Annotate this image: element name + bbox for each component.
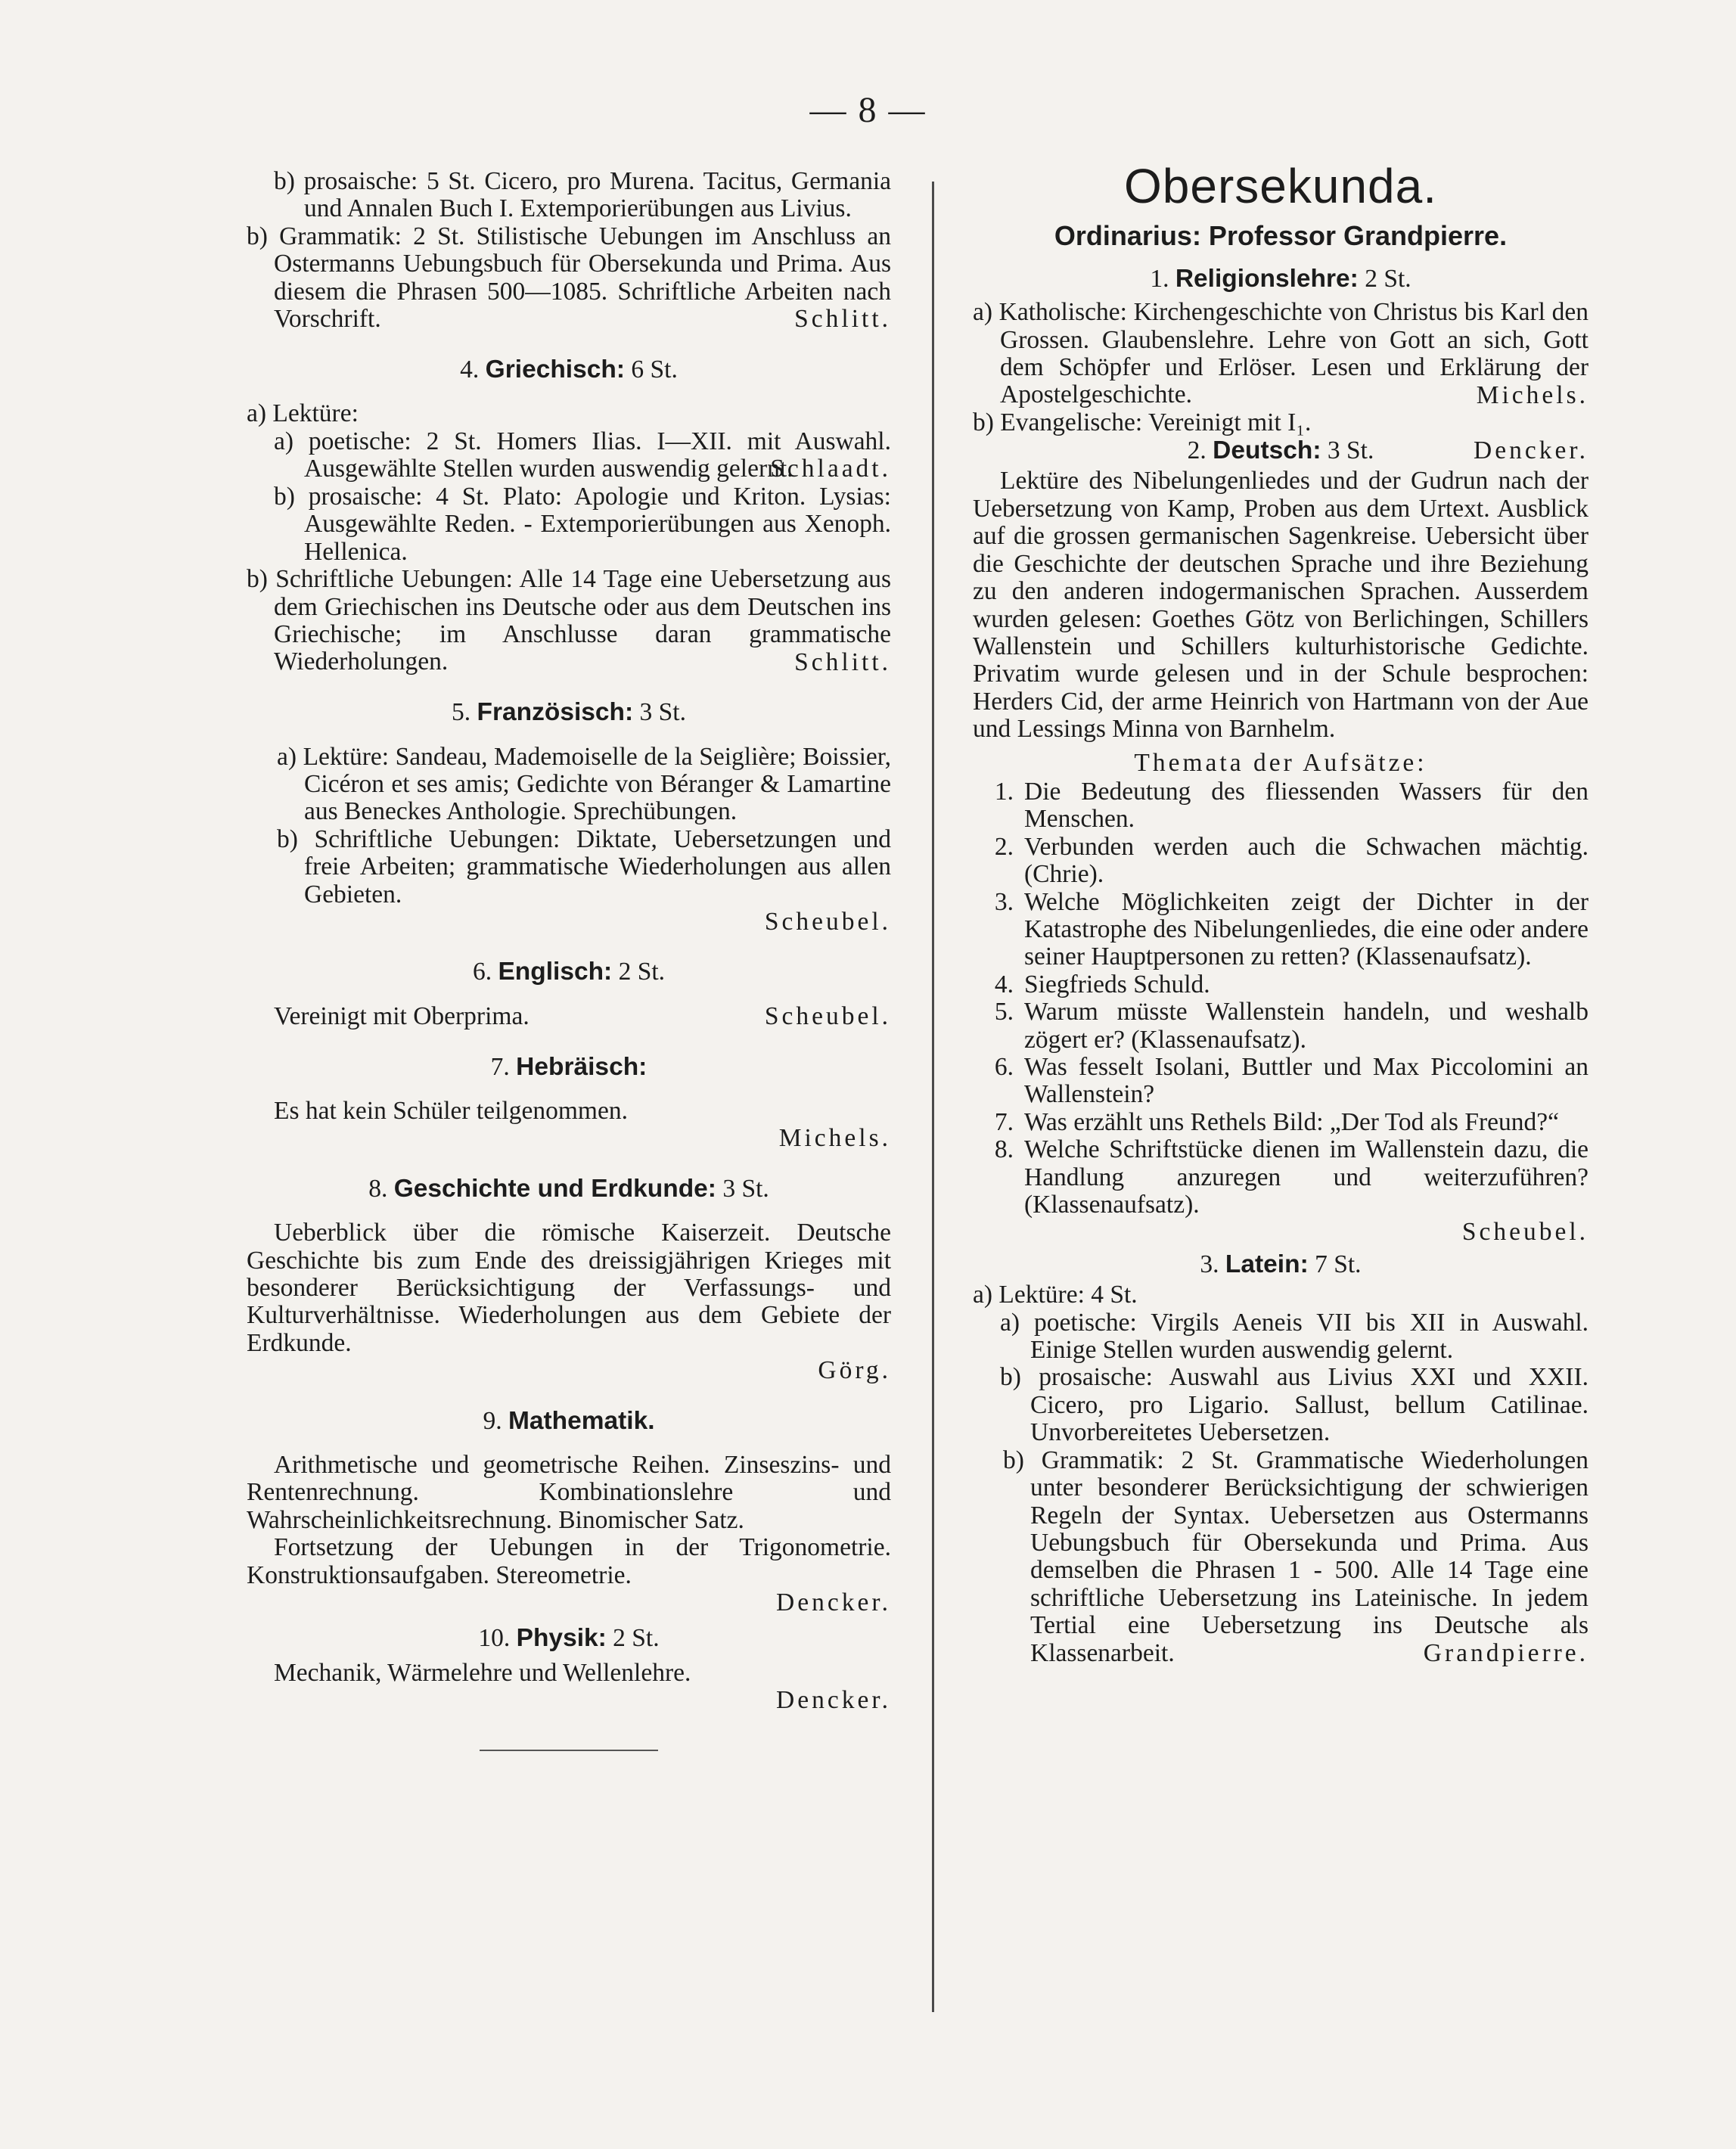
theme-item (973, 1054, 1588, 1109)
section-title: Griechisch: (485, 355, 625, 384)
griechisch-teacher: Schlitt. (794, 647, 891, 676)
section-number: 8. (368, 1174, 388, 1203)
geschichte-teacher: Görg. (818, 1356, 891, 1385)
theme-number: 3. (994, 887, 1014, 916)
theme-item (973, 889, 1588, 971)
theme-number: 6. (994, 1053, 1014, 1081)
end-rule (480, 1750, 658, 1751)
latein-grammatik-text: b) Grammatik: 2 St. Grammatische Wiederholungen unter besonderer Berücksichtigung der schwierigen Regeln der Syntax. Uebersetzen aus Ostermanns Uebungsbuch für Obersekunda und Prima. Aus demselben die Phrasen 1 - 500. Alle 14 Tage eine schriftliche Uebersetzung ins Lateinische. In jedem Tertial eine Uebersetzung ins Deutsche als Klassenarbeit. (1003, 1446, 1588, 1667)
theme-number: 4. (994, 970, 1014, 998)
theme-text: Warum müsste Wallenstein handeln, und weshalb zögert er? (Klassenaufsatz). (1024, 998, 1588, 1054)
griechisch-heading (247, 356, 891, 384)
englisch-teacher: Scheubel. (764, 1002, 891, 1031)
section-title: Geschichte und Erdkunde: (393, 1174, 716, 1203)
deutsch-text: Lektüre des Nibelungenliedes und der Gudrun nach der Uebersetzung von Kamp, Proben aus dem Urtext. Ausblick auf die grossen germanischen Sagenkreise. Uebersicht über die Geschichte der deutschen Sprache und ihre Beziehung zu den anderen indogermanischen Sprachen. Ausserdem wurden gelesen: Goethes Götz von Berlichingen, Schillers Wallenstein und Schillers kulturhistorische Gedichte. Privatim wurde gelesen und in der Schule besprochen: Herders Cid, der arme Heinrich von Hartmann von der Aue und Lessings Minna von Barnhelm. (973, 467, 1588, 744)
physik-heading (247, 1625, 891, 1652)
mathematik-teacher: Dencker. (776, 1588, 891, 1617)
column-divider (932, 182, 934, 2012)
franzosisch-lekture-text: a) Lektüre: Sandeau, Mademoiselle de la Seiglière; Boissier, Cicéron et ses amis; Gedichte von Béranger & Lamartine aus Beneckes Anthologie. Sprechübungen. (277, 742, 891, 826)
mathematik-heading (247, 1408, 891, 1435)
section-title: Religionslehre: (1175, 264, 1359, 293)
religion-evang-text: b) Evangelische: Vereinigt mit I₁. (973, 408, 1312, 437)
section-hours: 3 St. (722, 1174, 769, 1203)
hebraisch-heading (247, 1054, 891, 1081)
theme-item (973, 778, 1588, 834)
section-number: 1. (1150, 264, 1169, 293)
section-hours: 7 St. (1315, 1250, 1362, 1278)
theme-item (973, 1109, 1588, 1136)
griechisch-schrift-text: b) Schriftliche Uebungen: Alle 14 Tage eine Uebersetzung aus dem Griechischen ins Deutsche oder aus dem Deutschen ins Griechische; im Anschlusse daran grammatische Wiederholungen. (247, 565, 891, 676)
geschichte-text: Ueberblick über die römische Kaiserzeit. Deutsche Geschichte bis zum Ende des dreissigjährigen Krieges mit besonderer Berücksichtigung der Verfassungs- und Kulturverhältnisse. Wiederholungen aus dem Gebiete der Erdkunde. (247, 1219, 891, 1357)
theme-text: Was fesselt Isolani, Buttler und Max Piccolomini an Wallenstein? (1024, 1053, 1588, 1109)
theme-number: 1. (994, 777, 1014, 806)
physik-text: Mechanik, Wärmelehre und Wellenlehre. (274, 1658, 691, 1687)
section-number: 7. (490, 1052, 510, 1081)
section-number: 9. (483, 1406, 502, 1435)
theme-number: 7. (994, 1107, 1014, 1136)
religion-heading (973, 266, 1588, 293)
religion-evang-teacher: Dencker. (1474, 436, 1588, 464)
religion-kath-teacher: Michels. (1476, 380, 1588, 409)
geschichte-heading (247, 1175, 891, 1203)
theme-text: Die Bedeutung des fliessenden Wassers für den Menschen. (1024, 777, 1588, 834)
theme-text: Was erzählt uns Rethels Bild: „Der Tod als Freund?“ (1024, 1107, 1559, 1136)
mathematik-text-2: Fortsetzung der Uebungen in der Trigonometrie. Konstruktionsaufgaben. Stereometrie. (247, 1533, 891, 1589)
page-number: — 8 — (809, 90, 927, 130)
section-title: Latein: (1225, 1250, 1309, 1278)
englisch-text: Vereinigt mit Oberprima. (274, 1002, 529, 1030)
hebraisch-text: Es hat kein Schüler teilgenommen. (274, 1097, 628, 1125)
griechisch-poet-text: a) poetische: 2 St. Homers Ilias. I—XII. mit Auswahl. Ausgewählte Stellen wurden auswendig gelernt. (274, 427, 891, 483)
right-column (973, 159, 1588, 1667)
section-title: Mathematik. (508, 1406, 655, 1435)
hebraisch-teacher: Michels. (778, 1124, 891, 1153)
englisch-heading (247, 958, 891, 986)
theme-text: Welche Schriftstücke dienen im Wallenstein dazu, die Handlung anzuregen und weiterzuführen? (Klassenaufsatz). (1024, 1135, 1588, 1219)
latein-teacher: Grandpierre. (1423, 1638, 1588, 1667)
section-hours: 2 St. (1365, 264, 1411, 293)
section-title: Hebräisch: (516, 1052, 648, 1081)
theme-item (973, 998, 1588, 1054)
section-title: Physik: (516, 1623, 607, 1652)
section-title: Deutsch: (1213, 436, 1321, 465)
section-number: 4. (460, 355, 480, 384)
section-number: 5. (452, 698, 471, 727)
theme-text: Verbunden werden auch die Schwachen mächtig. (Chrie). (1024, 832, 1588, 889)
section-hours: 6 St. (631, 355, 678, 384)
theme-item (973, 971, 1588, 998)
latin-teacher: Schlitt. (794, 305, 891, 334)
theme-number: 8. (994, 1135, 1014, 1164)
latein-lekture-label: a) Lektüre: 4 St. (973, 1281, 1138, 1309)
section-number: 6. (472, 958, 492, 986)
mathematik-text-1: Arithmetische und geometrische Reihen. Zinseszins- und Rentenrechnung. Kombinationslehre und Wahrscheinlichkeitsrechnung. Binomischer Satz. (247, 1451, 891, 1534)
latin-grammatik-text: b) Grammatik: 2 St. Stilistische Uebungen im Anschluss an Ostermanns Uebungsbuch für Obersekunda und Prima. Aus diesem die Phrasen 500—1085. Schriftliche Arbeiten nach Vorschrift. (247, 222, 891, 334)
theme-text: Welche Möglichkeiten zeigt der Dichter in der Katastrophe des Nibelungenliedes, die eine oder andere seiner Hauptpersonen zu retten? (Klassenaufsatz). (1024, 887, 1588, 971)
deutsch-teacher: Scheubel. (1461, 1218, 1588, 1247)
class-title: Obersekunda. (1123, 159, 1438, 213)
theme-item (973, 834, 1588, 889)
franzosisch-heading (247, 699, 891, 726)
franzosisch-teacher: Scheubel. (764, 907, 891, 936)
latin-prosa-text: b) prosaische: 5 St. Cicero, pro Murena. Tacitus, Germania und Annalen Buch I. Extemporierübungen aus Livius. (274, 167, 891, 223)
section-hours: 2 St. (618, 958, 666, 986)
section-number: 10. (478, 1623, 511, 1652)
ordinarius-line: Ordinarius: Professor Grandpierre. (1054, 220, 1508, 252)
theme-text: Siegfrieds Schuld. (1024, 970, 1210, 998)
religion-kath-text: a) Katholische: Kirchengeschichte von Christus bis Karl den Grossen. Glaubenslehre. Lehre von Gott an sich, Gott dem Schöpfer und Erlöser. Lesen und Erklärung der Apostelgeschichte. (973, 298, 1588, 409)
section-hours: 2 St. (613, 1623, 660, 1652)
theme-item (973, 1136, 1588, 1219)
theme-number: 5. (994, 998, 1014, 1026)
section-hours: 3 St. (639, 698, 686, 727)
griechisch-prosa-text: b) prosaische: 4 St. Plato: Apologie und Kriton. Lysias: Ausgewählte Reden. - Extemporierübungen aus Xenoph. Hellenica. (274, 482, 891, 566)
latein-prosa-text: b) prosaische: Auswahl aus Livius XXI und XXII. Cicero, pro Ligario. Sallust, bellum Catilinae. Unvorbereitetes Uebersetzen. (1000, 1363, 1588, 1447)
left-column (247, 168, 891, 1751)
themes-list (973, 778, 1588, 1219)
griechisch-poet-teacher: Schlaadt. (770, 455, 891, 483)
theme-number: 2. (994, 832, 1014, 861)
latein-poet-text: a) poetische: Virgils Aeneis VII bis XII in Auswahl. Einige Stellen wurden auswendig gelernt. (1000, 1308, 1588, 1365)
section-hours: 3 St. (1327, 436, 1374, 465)
physik-teacher: Dencker. (776, 1686, 891, 1715)
themata-title: Themata der Aufsätze: (1134, 748, 1427, 777)
section-title: Französisch: (477, 698, 634, 727)
latein-heading (973, 1251, 1588, 1278)
section-number: 3. (1200, 1250, 1219, 1278)
franzosisch-schrift-text: b) Schriftliche Uebungen: Diktate, Uebersetzungen und freie Arbeiten; grammatische Wiederholungen aus allen Gebieten. (277, 825, 891, 908)
section-number: 2. (1187, 436, 1207, 465)
section-title: Englisch: (498, 958, 613, 986)
griechisch-lekture-label: a) Lektüre: (247, 399, 359, 428)
